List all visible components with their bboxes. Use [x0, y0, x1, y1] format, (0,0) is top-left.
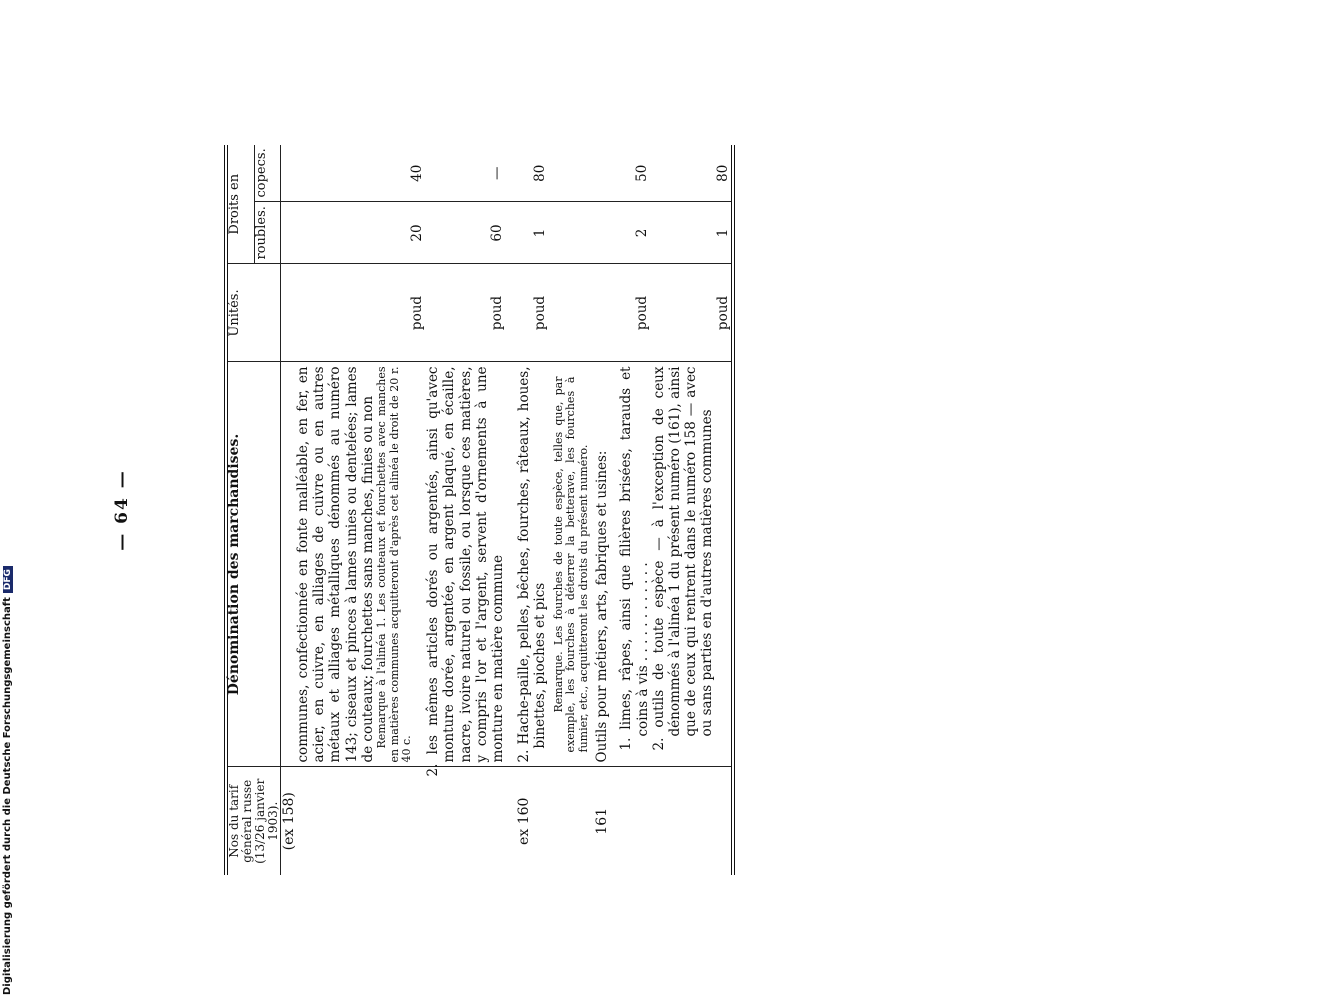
tariff-table — [224, 145, 735, 875]
roubles-cell — [651, 202, 733, 264]
table-row — [651, 145, 733, 875]
table-row — [594, 145, 610, 875]
copecs-cell — [610, 145, 650, 202]
unit-cell — [506, 264, 594, 362]
copecs-value: 80 — [714, 164, 731, 182]
copecs-cell — [651, 145, 733, 202]
copecs-cell — [425, 145, 506, 202]
digitization-credit — [2, 566, 13, 995]
credit-text: Digitalisierung gefördert durch die Deutsche Forschungsgemeinschaft — [2, 597, 13, 995]
roubles-cell — [594, 202, 610, 264]
tariff-number: 161 — [594, 807, 611, 835]
table-row — [610, 145, 650, 875]
goods-description — [610, 362, 650, 767]
roubles-value: 1 — [532, 228, 549, 238]
unit-value: poud — [714, 295, 731, 331]
goods-description — [281, 362, 426, 767]
header-units: Unités. — [226, 264, 281, 362]
unit-cell — [651, 264, 733, 362]
rotated-page — [112, 145, 1056, 875]
description-text: 1. limes, râpes, ainsi que filières brisées, tarauds et coins à vis . . . . . . . . . . . . — [618, 366, 651, 751]
goods-description — [506, 362, 594, 767]
unit-cell — [425, 264, 506, 362]
roubles-value: 2 — [634, 228, 651, 238]
unit-value: poud — [409, 295, 425, 331]
goods-description — [651, 362, 733, 767]
header-droits: Droits en — [226, 145, 255, 264]
copecs-value: 50 — [634, 164, 651, 182]
tariff-number — [651, 767, 733, 875]
copecs-cell — [281, 145, 426, 202]
tariff-number — [610, 767, 650, 875]
remark-text: Remarque. Les fourches de toute espèce, telles que, par exemple, les fourches à déterrer la betterave, les fourches à fumier, etc., acquitteront les droits du présent numéro. — [551, 376, 590, 753]
roubles-value: 20 — [409, 224, 425, 242]
table-row — [425, 145, 506, 875]
roubles-cell — [425, 202, 506, 264]
goods-description — [425, 362, 507, 777]
copecs-cell — [594, 145, 610, 202]
unit-value: poud — [489, 295, 506, 331]
remark-text: Remarque à l'alinéa 1. Les couteaux et fourchettes avec manches en matières communes acquitteront d'après cet alinéa le droit de 20 r. 40 c. — [375, 366, 414, 763]
unit-cell — [594, 264, 610, 362]
description-text: 2. les mêmes articles dorés ou argentés, ainsi qu'avec monture dorée, argentée, en argent plaqué, en écaille, nacre, ivoire naturel ou fossile, ou lorsque ces matières, y compris l'or et l'argent, servent d'ornements à une monture en matière commune — [425, 366, 507, 777]
unit-value: poud — [634, 295, 651, 331]
description-text: 2. outils de toute espèce — à l'exception de ceux dénommés à l'alinéa 1 du présent numéro (161), ainsi que de ceux qui rentrent dans le numéro 158 — avec ou sans parties en d'autres matières communes — [650, 366, 716, 751]
table-row — [281, 145, 426, 875]
copecs-value: — — [489, 166, 506, 180]
goods-description — [594, 362, 610, 767]
dfg-logo: DFG — [3, 566, 13, 593]
description-text: communes, confectionnée en fonte malléable, en fer, en acier, en cuivre, en alliages de cuivre ou en autres métaux et alliages métalliques dénommés au numéro 143; ciseaux et pinces à lames unies ou dentelées; lames de couteaux; fourchettes sans manches, finies ou non — [295, 366, 376, 763]
copecs-value: 80 — [532, 164, 549, 182]
description-text: Outils pour métiers, arts, fabriques et usines: — [594, 450, 611, 763]
description-text: 2. Hache-paille, pelles, bêches, fourches, râteaux, houes, binettes, pioches et pics — [516, 366, 549, 763]
copecs-value: 40 — [409, 164, 425, 182]
header-copecs: copecs. — [255, 145, 281, 202]
unit-cell — [610, 264, 650, 362]
roubles-value: 1 — [714, 228, 731, 238]
unit-cell — [281, 264, 426, 362]
tariff-number: (ex 158) — [281, 792, 297, 851]
header-tariff-number: Nos du tarif général russe (13/26 janvier 1903). — [226, 767, 281, 875]
copecs-cell — [506, 145, 594, 202]
table-header-row — [226, 145, 255, 875]
header-denomination: Dénomination des marchandises. — [226, 362, 281, 767]
table-row — [506, 145, 594, 875]
tariff-number: ex 160 — [516, 797, 533, 845]
roubles-cell — [281, 202, 426, 264]
roubles-cell — [610, 202, 650, 264]
unit-value: poud — [532, 295, 549, 331]
header-roubles: roubles. — [255, 202, 281, 264]
page-body — [112, 145, 1056, 875]
roubles-value: 60 — [489, 224, 506, 242]
roubles-cell — [506, 202, 594, 264]
page-number: — 64 — — [112, 469, 132, 551]
tariff-number — [425, 767, 506, 875]
